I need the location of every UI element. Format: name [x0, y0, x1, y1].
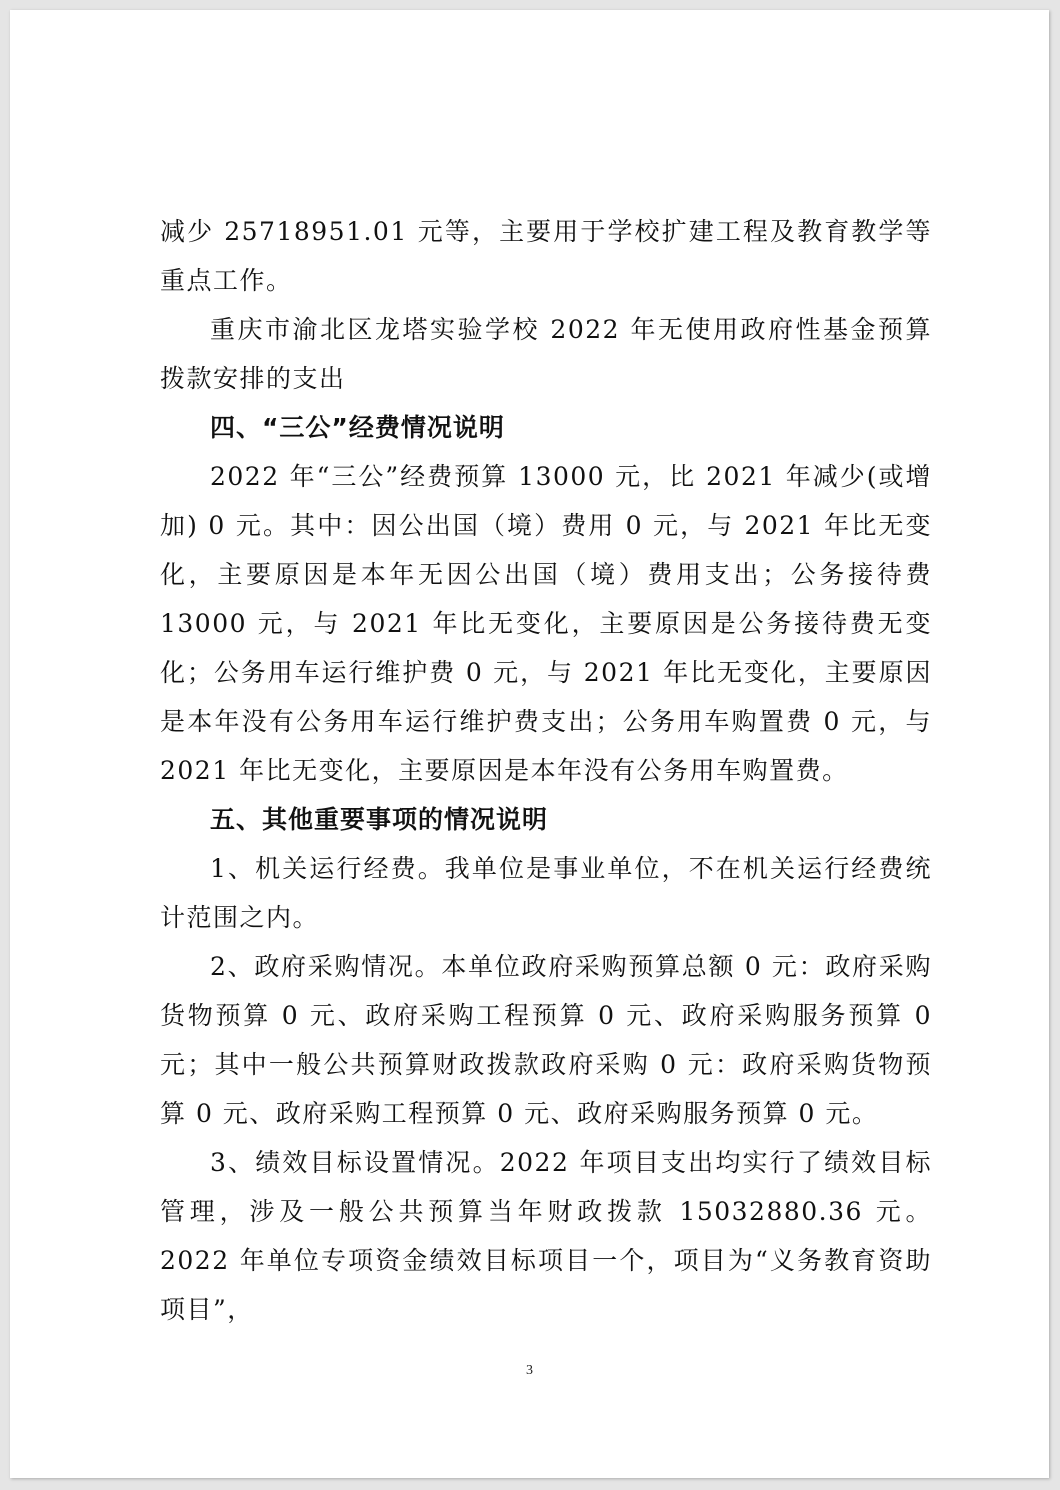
paragraph-performance-targets: 3、绩效目标设置情况。2022 年项目支出均实行了绩效目标管理，涉及一般公共预算当年财政拨款 15032880.36 元。2022 年单位专项资金绩效目标项目一个，项目为“义务教育资助项目”，	[160, 1148, 932, 1324]
section-heading-other-matters: 五、其他重要事项的情况说明	[210, 805, 549, 834]
paragraph-operating-expenses: 1、机关运行经费。我单位是事业单位，不在机关运行经费统计范围之内。	[160, 854, 932, 932]
document-body	[160, 207, 932, 1334]
document-page	[10, 10, 1049, 1478]
section-heading-three-public-expenses: 四、“三公”经费情况说明	[210, 413, 505, 442]
page-number: 3	[526, 1363, 533, 1378]
paragraph-three-public-expenses: 2022 年“三公”经费预算 13000 元，比 2021 年减少(或增加) 0 元。其中：因公出国（境）费用 0 元，与 2021 年比无变化，主要原因是本年无因公出国（境）费用支出；公务接待费 13000 元，与 2021 年比无变化，主要原因是公务接待费无变化；公务用车运行维护费 0 元，与 2021 年比无变化，主要原因是本年没有公务用车运行维护费支出；公务用车购置费 0 元，与 2021 年比无变化，主要原因是本年没有公务用车购置费。	[160, 462, 932, 785]
paragraph-expense-decrease: 减少 25718951.01 元等，主要用于学校扩建工程及教育教学等重点工作。	[160, 217, 932, 295]
paragraph-government-procurement: 2、政府采购情况。本单位政府采购预算总额 0 元：政府采购货物预算 0 元、政府采购工程预算 0 元、政府采购服务预算 0 元；其中一般公共预算财政拨款政府采购 0 元：政府采购货物预算 0 元、政府采购工程预算 0 元、政府采购服务预算 0 元。	[160, 952, 932, 1128]
paragraph-fund-budget: 重庆市渝北区龙塔实验学校 2022 年无使用政府性基金预算拨款安排的支出	[160, 315, 932, 393]
